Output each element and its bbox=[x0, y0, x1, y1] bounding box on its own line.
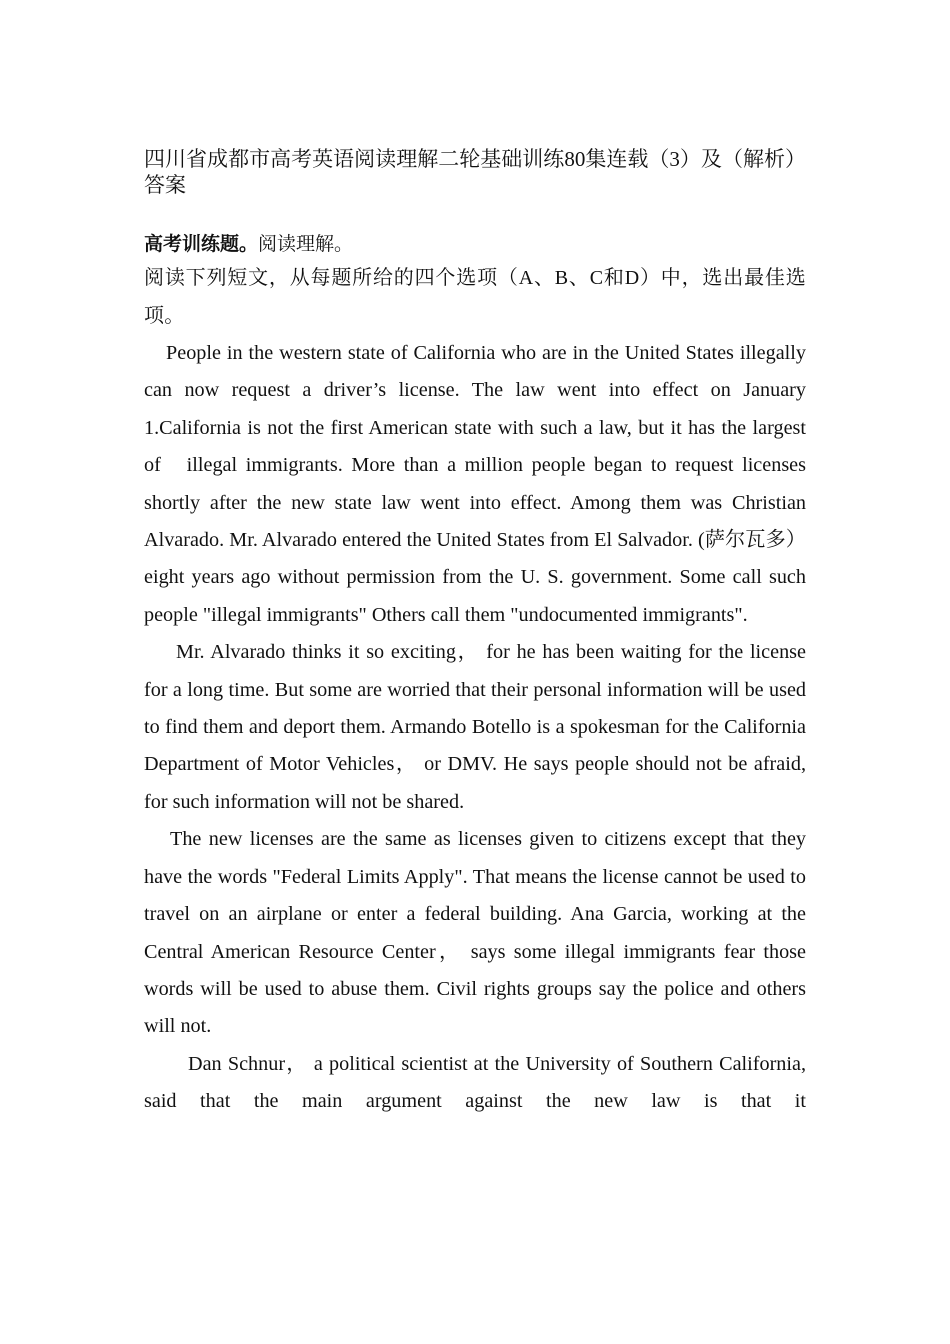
passage-paragraph: Mr. Alvarado thinks it so exciting， for he has been waiting for the license for a long time. But some are worried that their personal information will be used to find them and deport them. Armando Botello is a spokesman for the California Department of Motor Vehicles， or DMV. He says people should not be afraid, for such information will not be shared. bbox=[144, 641, 806, 813]
section-heading-plain: 阅读理解。 bbox=[258, 233, 354, 255]
instructions: 阅读下列短文，从每题所给的四个选项（A、B、C和D）中，选出最佳选项。 bbox=[144, 267, 806, 327]
passage-paragraph: The new licenses are the same as licenses given to citizens except that they have the words "Federal Limits Apply". That means the license cannot be used to travel on an airplane or enter a federal building. Ana Garcia, working at the Central American Resource Center， says some illegal immigrants fear those words will be used to abuse them. Civil rights groups say the police and others will not. bbox=[144, 828, 806, 1038]
section-heading-bold: 高考训练题。 bbox=[144, 233, 259, 255]
document-title: 四川省成都市高考英语阅读理解二轮基础训练80集连载（3）及（解析）答案 bbox=[144, 147, 806, 197]
passage-paragraph: People in the western state of California who are in the United States illegally can now request a driver’s license. The law went into effect on January 1.California is not the first American state with such a law, but it has the largest of illegal immigrants. More than a million people began to request licenses shortly after the new state law went into effect. Among them was Christian Alvarado. Mr. Alvarado entered the United States from El Salvador. (萨尔瓦多）eight years ago without permission from the U. S. government. Some call such people "illegal immigrants" Others call them "undocumented immigrants". bbox=[144, 342, 806, 626]
passage-paragraph: Dan Schnur， a political scientist at the University of Southern California, said that the main argument against the new law is that it bbox=[144, 1052, 806, 1113]
section-heading bbox=[144, 228, 806, 260]
document-page bbox=[144, 146, 806, 1121]
